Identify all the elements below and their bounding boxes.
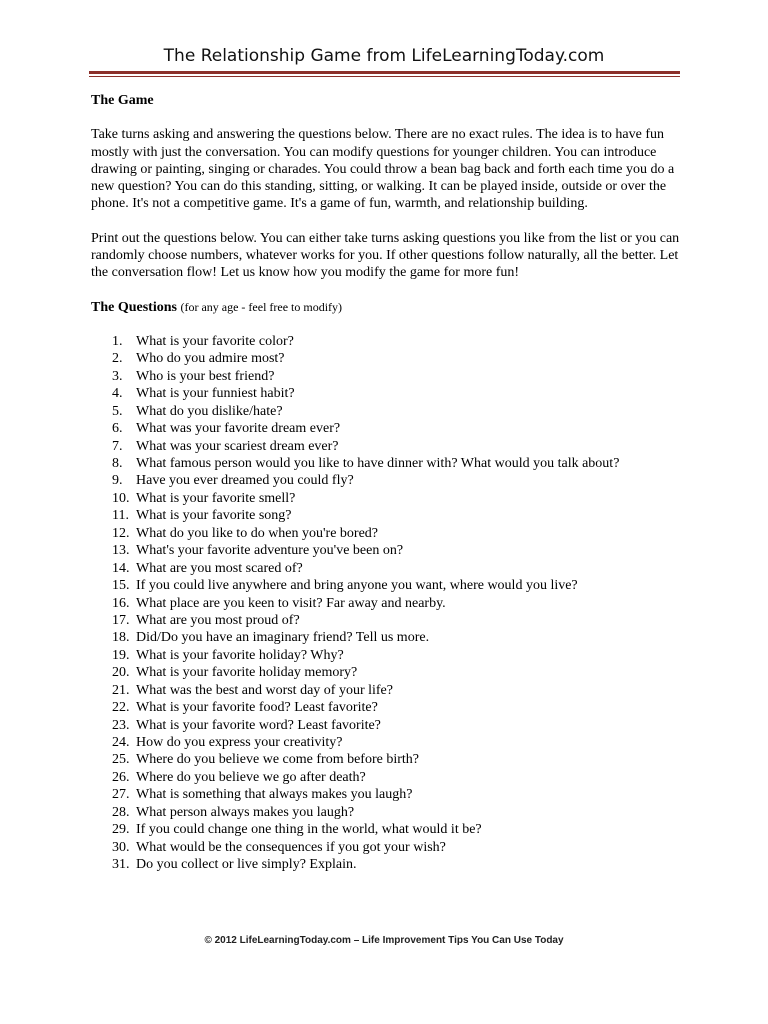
question-text: If you could change one thing in the world, what would it be?	[136, 822, 482, 838]
question-number: 22.	[112, 700, 130, 716]
question-item	[112, 333, 681, 350]
question-item	[112, 595, 681, 612]
question-text: What famous person would you like to have dinner with? What would you talk about?	[136, 456, 620, 472]
question-number: 7.	[112, 438, 123, 454]
question-number: 30.	[112, 839, 130, 855]
question-item	[112, 786, 681, 803]
question-number: 1.	[112, 333, 123, 349]
question-text: What is your favorite word? Least favorite?	[136, 717, 381, 733]
question-number: 26.	[112, 769, 130, 785]
title-rule-thin	[89, 76, 680, 77]
question-text: Have you ever dreamed you could fly?	[136, 473, 354, 489]
question-item	[112, 839, 681, 856]
question-text: What is your favorite smell?	[136, 490, 296, 506]
question-number: 5.	[112, 403, 123, 419]
question-number: 18.	[112, 630, 130, 646]
questions-heading-label: The Questions	[91, 299, 177, 315]
document-title: The Relationship Game from LifeLearningToday.com	[163, 46, 605, 66]
question-text: What is your funniest habit?	[136, 386, 295, 402]
question-item	[112, 682, 681, 699]
question-text: What place are you keen to visit? Far away and nearby.	[136, 595, 446, 611]
question-number: 29.	[112, 822, 130, 838]
document-body	[91, 92, 681, 874]
question-text: What person always makes you laugh?	[136, 804, 355, 820]
question-number: 4.	[112, 386, 123, 402]
page-footer: © 2012 LifeLearningToday.com – Life Improvement Tips You Can Use Today	[204, 935, 564, 946]
question-item	[112, 438, 681, 455]
question-number: 20.	[112, 665, 130, 681]
question-number: 15.	[112, 578, 130, 594]
question-text: How do you express your creativity?	[136, 735, 343, 751]
question-number: 21.	[112, 682, 130, 698]
question-item	[112, 751, 681, 768]
question-text: What was your scariest dream ever?	[136, 438, 339, 454]
question-item	[112, 769, 681, 786]
question-item	[112, 420, 681, 437]
game-paragraph-2: Print out the questions below. You can either take turns asking questions you like from the list or you can randomly choose numbers, whatever works for you. If other questions follow naturally, all the better. Let the conversation flow! Let us know how you modify the game for more fun!	[91, 230, 680, 281]
question-item	[112, 804, 681, 821]
question-number: 27.	[112, 787, 130, 803]
question-number: 31.	[112, 857, 130, 873]
question-number: 2.	[112, 351, 123, 367]
question-item	[112, 350, 681, 367]
question-item	[112, 472, 681, 489]
question-text: What is your favorite color?	[136, 333, 294, 349]
question-text: What is your favorite holiday memory?	[136, 665, 358, 681]
question-item	[112, 734, 681, 751]
question-text: What would be the consequences if you got your wish?	[136, 839, 446, 855]
question-number: 10.	[112, 490, 130, 506]
question-number: 3.	[112, 368, 123, 384]
question-number: 14.	[112, 560, 130, 576]
question-text: Who is your best friend?	[136, 368, 275, 384]
question-item	[112, 821, 681, 838]
question-text: If you could live anywhere and bring anyone you want, where would you live?	[136, 578, 578, 594]
question-item	[112, 699, 681, 716]
question-text: Do you collect or live simply? Explain.	[136, 857, 357, 873]
question-item	[112, 385, 681, 402]
question-number: 19.	[112, 647, 130, 663]
question-item	[112, 717, 681, 734]
game-heading: The Game	[91, 93, 154, 108]
question-text: What are you most proud of?	[136, 612, 300, 628]
question-item	[112, 368, 681, 385]
question-number: 17.	[112, 612, 130, 628]
question-number: 9.	[112, 473, 123, 489]
question-text: Where do you believe we go after death?	[136, 769, 366, 785]
question-number: 25.	[112, 752, 130, 768]
question-item	[112, 647, 681, 664]
question-text: What is your favorite food? Least favorite?	[136, 700, 378, 716]
question-text: What are you most scared of?	[136, 560, 303, 576]
title-rule-thick	[89, 71, 680, 74]
question-text: What do you dislike/hate?	[136, 403, 283, 419]
question-item	[112, 490, 681, 507]
question-item	[112, 560, 681, 577]
question-item	[112, 542, 681, 559]
question-number: 13.	[112, 543, 130, 559]
questions-heading-note: (for any age - feel free to modify)	[180, 299, 343, 314]
question-number: 12.	[112, 525, 130, 541]
question-text: What do you like to do when you're bored?	[136, 525, 379, 541]
question-item	[112, 577, 681, 594]
questions-list	[91, 333, 681, 874]
question-text: What was your favorite dream ever?	[136, 421, 341, 437]
question-number: 28.	[112, 804, 130, 820]
question-number: 24.	[112, 735, 130, 751]
question-item	[112, 455, 681, 472]
game-paragraph-1: Take turns asking and answering the questions below. There are no exact rules. The idea is to have fun mostly with just the conversation. You can modify questions for younger children. You can introduce drawing or painting, singing or charades. You could throw a bean bag back and forth each time you do a new question? You can do this standing, sitting, or walking. It can be played inside, outside or over the phone. It's not a competitive game. It's a game of fun, warmth, and relationship building.	[91, 127, 675, 212]
question-item	[112, 507, 681, 524]
question-number: 11.	[112, 508, 129, 524]
question-item	[112, 525, 681, 542]
question-text: What is your favorite song?	[136, 508, 292, 524]
question-text: What's your favorite adventure you've been on?	[136, 543, 404, 559]
question-number: 6.	[112, 421, 123, 437]
question-number: 8.	[112, 456, 123, 472]
question-item	[112, 629, 681, 646]
question-item	[112, 664, 681, 681]
question-text: Where do you believe we come from before birth?	[136, 752, 419, 768]
question-text: What was the best and worst day of your life?	[136, 682, 393, 698]
question-text: Did/Do you have an imaginary friend? Tell us more.	[136, 630, 430, 646]
question-text: What is your favorite holiday? Why?	[136, 647, 344, 663]
question-number: 23.	[112, 717, 130, 733]
question-text: Who do you admire most?	[136, 351, 285, 367]
questions-heading	[91, 299, 681, 316]
question-text: What is something that always makes you laugh?	[136, 787, 413, 803]
question-item	[112, 612, 681, 629]
question-item	[112, 403, 681, 420]
question-number: 16.	[112, 595, 130, 611]
question-item	[112, 856, 681, 873]
